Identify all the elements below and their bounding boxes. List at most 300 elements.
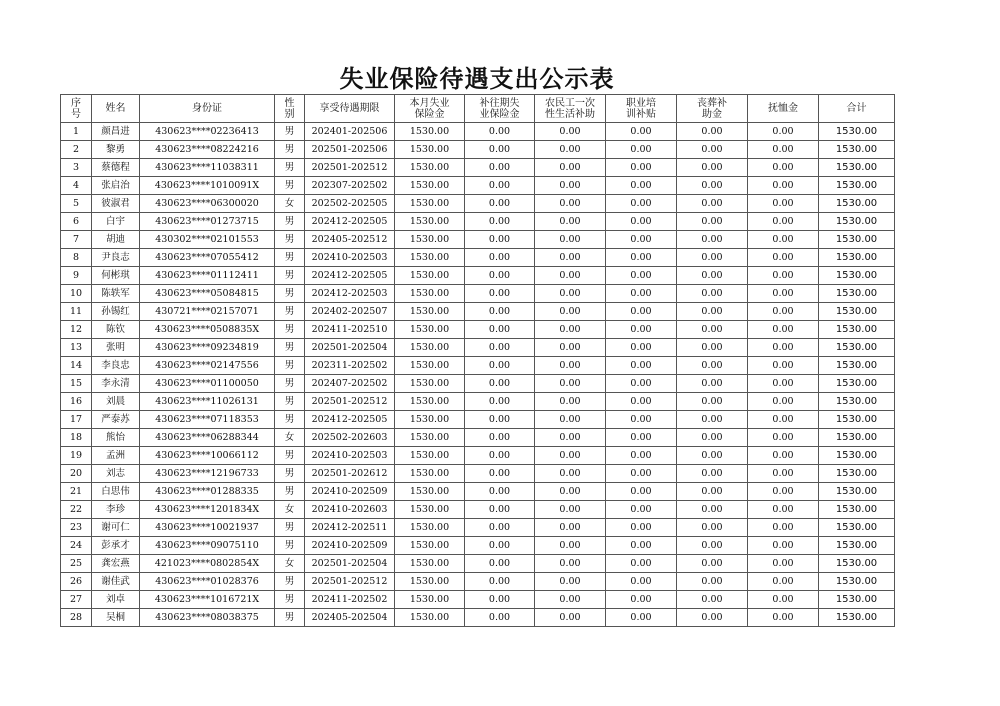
cell-funeral-subsidy: 0.00 bbox=[677, 483, 748, 501]
cell-pension: 0.00 bbox=[748, 375, 819, 393]
cell-migrant-subsidy: 0.00 bbox=[535, 177, 606, 195]
cell-pension: 0.00 bbox=[748, 249, 819, 267]
cell-seq: 22 bbox=[61, 501, 92, 519]
table-row bbox=[61, 591, 895, 609]
cell-migrant-subsidy: 0.00 bbox=[535, 591, 606, 609]
cell-benefit-period: 202410-202509 bbox=[305, 537, 395, 555]
cell-training-subsidy: 0.00 bbox=[606, 447, 677, 465]
cell-pension: 0.00 bbox=[748, 141, 819, 159]
table-row bbox=[61, 609, 895, 627]
cell-gender: 男 bbox=[275, 537, 305, 555]
header-benefit-period: 享受待遇期限 bbox=[305, 95, 395, 123]
cell-monthly-benefit: 1530.00 bbox=[395, 231, 465, 249]
table-row bbox=[61, 357, 895, 375]
cell-pension: 0.00 bbox=[748, 411, 819, 429]
cell-seq: 9 bbox=[61, 267, 92, 285]
cell-total: 1530.00 bbox=[819, 321, 895, 339]
cell-benefit-period: 202410-202603 bbox=[305, 501, 395, 519]
cell-back-pay: 0.00 bbox=[465, 303, 535, 321]
table-header-row bbox=[61, 95, 895, 123]
cell-gender: 女 bbox=[275, 195, 305, 213]
cell-funeral-subsidy: 0.00 bbox=[677, 609, 748, 627]
table-row bbox=[61, 447, 895, 465]
table-row bbox=[61, 159, 895, 177]
header-total: 合计 bbox=[819, 95, 895, 123]
cell-name: 颜昌进 bbox=[92, 123, 140, 141]
cell-pension: 0.00 bbox=[748, 195, 819, 213]
cell-migrant-subsidy: 0.00 bbox=[535, 483, 606, 501]
cell-total: 1530.00 bbox=[819, 483, 895, 501]
cell-monthly-benefit: 1530.00 bbox=[395, 195, 465, 213]
cell-funeral-subsidy: 0.00 bbox=[677, 447, 748, 465]
cell-gender: 男 bbox=[275, 591, 305, 609]
cell-gender: 男 bbox=[275, 249, 305, 267]
header-training-subsidy: 职业培 训补贴 bbox=[606, 95, 677, 123]
table-row bbox=[61, 537, 895, 555]
cell-training-subsidy: 0.00 bbox=[606, 123, 677, 141]
cell-migrant-subsidy: 0.00 bbox=[535, 123, 606, 141]
cell-total: 1530.00 bbox=[819, 195, 895, 213]
cell-name: 熊怡 bbox=[92, 429, 140, 447]
cell-back-pay: 0.00 bbox=[465, 483, 535, 501]
table-row bbox=[61, 123, 895, 141]
cell-monthly-benefit: 1530.00 bbox=[395, 123, 465, 141]
cell-back-pay: 0.00 bbox=[465, 231, 535, 249]
cell-benefit-period: 202411-202502 bbox=[305, 591, 395, 609]
cell-pension: 0.00 bbox=[748, 501, 819, 519]
cell-funeral-subsidy: 0.00 bbox=[677, 303, 748, 321]
cell-benefit-period: 202402-202507 bbox=[305, 303, 395, 321]
cell-gender: 男 bbox=[275, 465, 305, 483]
cell-monthly-benefit: 1530.00 bbox=[395, 159, 465, 177]
cell-gender: 男 bbox=[275, 519, 305, 537]
cell-monthly-benefit: 1530.00 bbox=[395, 177, 465, 195]
cell-seq: 5 bbox=[61, 195, 92, 213]
cell-benefit-period: 202412-202505 bbox=[305, 411, 395, 429]
cell-id-number: 430623****07118353 bbox=[140, 411, 275, 429]
cell-benefit-period: 202405-202504 bbox=[305, 609, 395, 627]
cell-funeral-subsidy: 0.00 bbox=[677, 213, 748, 231]
cell-benefit-period: 202501-202512 bbox=[305, 159, 395, 177]
cell-funeral-subsidy: 0.00 bbox=[677, 159, 748, 177]
header-monthly-benefit: 本月失业 保险金 bbox=[395, 95, 465, 123]
cell-migrant-subsidy: 0.00 bbox=[535, 537, 606, 555]
cell-benefit-period: 202407-202502 bbox=[305, 375, 395, 393]
cell-funeral-subsidy: 0.00 bbox=[677, 573, 748, 591]
cell-funeral-subsidy: 0.00 bbox=[677, 177, 748, 195]
cell-name: 刘晨 bbox=[92, 393, 140, 411]
cell-benefit-period: 202412-202511 bbox=[305, 519, 395, 537]
cell-training-subsidy: 0.00 bbox=[606, 483, 677, 501]
cell-back-pay: 0.00 bbox=[465, 195, 535, 213]
cell-back-pay: 0.00 bbox=[465, 357, 535, 375]
cell-name: 白思伟 bbox=[92, 483, 140, 501]
cell-benefit-period: 202501-202506 bbox=[305, 141, 395, 159]
cell-pension: 0.00 bbox=[748, 429, 819, 447]
cell-gender: 男 bbox=[275, 357, 305, 375]
cell-seq: 17 bbox=[61, 411, 92, 429]
table-row bbox=[61, 213, 895, 231]
cell-gender: 男 bbox=[275, 159, 305, 177]
cell-training-subsidy: 0.00 bbox=[606, 519, 677, 537]
table-body bbox=[61, 123, 895, 627]
cell-back-pay: 0.00 bbox=[465, 591, 535, 609]
cell-benefit-period: 202502-202505 bbox=[305, 195, 395, 213]
cell-id-number: 430623****02236413 bbox=[140, 123, 275, 141]
table-row bbox=[61, 483, 895, 501]
cell-benefit-period: 202501-202512 bbox=[305, 573, 395, 591]
cell-pension: 0.00 bbox=[748, 483, 819, 501]
cell-training-subsidy: 0.00 bbox=[606, 249, 677, 267]
table-row bbox=[61, 375, 895, 393]
cell-funeral-subsidy: 0.00 bbox=[677, 267, 748, 285]
cell-back-pay: 0.00 bbox=[465, 501, 535, 519]
cell-gender: 男 bbox=[275, 141, 305, 159]
cell-pension: 0.00 bbox=[748, 465, 819, 483]
cell-monthly-benefit: 1530.00 bbox=[395, 141, 465, 159]
cell-seq: 2 bbox=[61, 141, 92, 159]
cell-monthly-benefit: 1530.00 bbox=[395, 447, 465, 465]
cell-total: 1530.00 bbox=[819, 573, 895, 591]
cell-migrant-subsidy: 0.00 bbox=[535, 357, 606, 375]
cell-migrant-subsidy: 0.00 bbox=[535, 231, 606, 249]
table-row bbox=[61, 555, 895, 573]
cell-id-number: 430623****11026131 bbox=[140, 393, 275, 411]
cell-seq: 21 bbox=[61, 483, 92, 501]
cell-total: 1530.00 bbox=[819, 141, 895, 159]
cell-back-pay: 0.00 bbox=[465, 447, 535, 465]
cell-funeral-subsidy: 0.00 bbox=[677, 591, 748, 609]
cell-back-pay: 0.00 bbox=[465, 537, 535, 555]
cell-funeral-subsidy: 0.00 bbox=[677, 501, 748, 519]
cell-training-subsidy: 0.00 bbox=[606, 303, 677, 321]
cell-benefit-period: 202501-202504 bbox=[305, 555, 395, 573]
cell-gender: 男 bbox=[275, 123, 305, 141]
table-row bbox=[61, 303, 895, 321]
cell-total: 1530.00 bbox=[819, 231, 895, 249]
public-notice-sheet bbox=[60, 64, 894, 627]
cell-training-subsidy: 0.00 bbox=[606, 609, 677, 627]
cell-pension: 0.00 bbox=[748, 591, 819, 609]
cell-name: 陈轶军 bbox=[92, 285, 140, 303]
cell-funeral-subsidy: 0.00 bbox=[677, 231, 748, 249]
cell-funeral-subsidy: 0.00 bbox=[677, 195, 748, 213]
cell-migrant-subsidy: 0.00 bbox=[535, 285, 606, 303]
cell-monthly-benefit: 1530.00 bbox=[395, 501, 465, 519]
cell-total: 1530.00 bbox=[819, 609, 895, 627]
cell-seq: 4 bbox=[61, 177, 92, 195]
cell-funeral-subsidy: 0.00 bbox=[677, 285, 748, 303]
cell-pension: 0.00 bbox=[748, 231, 819, 249]
cell-training-subsidy: 0.00 bbox=[606, 321, 677, 339]
header-back-pay: 补往期失 业保险金 bbox=[465, 95, 535, 123]
cell-monthly-benefit: 1530.00 bbox=[395, 483, 465, 501]
cell-training-subsidy: 0.00 bbox=[606, 195, 677, 213]
cell-total: 1530.00 bbox=[819, 375, 895, 393]
cell-seq: 28 bbox=[61, 609, 92, 627]
cell-benefit-period: 202311-202502 bbox=[305, 357, 395, 375]
cell-id-number: 421023****0802854X bbox=[140, 555, 275, 573]
table-row bbox=[61, 429, 895, 447]
cell-gender: 男 bbox=[275, 267, 305, 285]
cell-gender: 男 bbox=[275, 177, 305, 195]
cell-back-pay: 0.00 bbox=[465, 519, 535, 537]
cell-seq: 16 bbox=[61, 393, 92, 411]
cell-migrant-subsidy: 0.00 bbox=[535, 411, 606, 429]
cell-training-subsidy: 0.00 bbox=[606, 591, 677, 609]
cell-id-number: 430721****02157071 bbox=[140, 303, 275, 321]
cell-benefit-period: 202410-202503 bbox=[305, 249, 395, 267]
cell-migrant-subsidy: 0.00 bbox=[535, 429, 606, 447]
cell-seq: 3 bbox=[61, 159, 92, 177]
cell-pension: 0.00 bbox=[748, 393, 819, 411]
cell-monthly-benefit: 1530.00 bbox=[395, 285, 465, 303]
cell-training-subsidy: 0.00 bbox=[606, 357, 677, 375]
cell-total: 1530.00 bbox=[819, 429, 895, 447]
cell-back-pay: 0.00 bbox=[465, 573, 535, 591]
cell-id-number: 430623****01028376 bbox=[140, 573, 275, 591]
cell-monthly-benefit: 1530.00 bbox=[395, 429, 465, 447]
table-row bbox=[61, 285, 895, 303]
cell-total: 1530.00 bbox=[819, 393, 895, 411]
header-id-number: 身份证 bbox=[140, 95, 275, 123]
cell-back-pay: 0.00 bbox=[465, 411, 535, 429]
table-row bbox=[61, 141, 895, 159]
cell-migrant-subsidy: 0.00 bbox=[535, 393, 606, 411]
header-pension: 抚恤金 bbox=[748, 95, 819, 123]
cell-back-pay: 0.00 bbox=[465, 159, 535, 177]
cell-training-subsidy: 0.00 bbox=[606, 285, 677, 303]
cell-back-pay: 0.00 bbox=[465, 123, 535, 141]
cell-pension: 0.00 bbox=[748, 519, 819, 537]
cell-pension: 0.00 bbox=[748, 339, 819, 357]
cell-monthly-benefit: 1530.00 bbox=[395, 267, 465, 285]
cell-funeral-subsidy: 0.00 bbox=[677, 321, 748, 339]
cell-migrant-subsidy: 0.00 bbox=[535, 375, 606, 393]
cell-funeral-subsidy: 0.00 bbox=[677, 393, 748, 411]
cell-id-number: 430302****02101553 bbox=[140, 231, 275, 249]
cell-monthly-benefit: 1530.00 bbox=[395, 555, 465, 573]
cell-name: 龚宏燕 bbox=[92, 555, 140, 573]
table-row bbox=[61, 465, 895, 483]
cell-funeral-subsidy: 0.00 bbox=[677, 249, 748, 267]
table-row bbox=[61, 231, 895, 249]
cell-pension: 0.00 bbox=[748, 537, 819, 555]
cell-id-number: 430623****1201834X bbox=[140, 501, 275, 519]
cell-monthly-benefit: 1530.00 bbox=[395, 411, 465, 429]
cell-monthly-benefit: 1530.00 bbox=[395, 213, 465, 231]
cell-total: 1530.00 bbox=[819, 465, 895, 483]
cell-name: 吴桐 bbox=[92, 609, 140, 627]
table-row bbox=[61, 249, 895, 267]
cell-back-pay: 0.00 bbox=[465, 375, 535, 393]
table-row bbox=[61, 195, 895, 213]
cell-back-pay: 0.00 bbox=[465, 177, 535, 195]
cell-training-subsidy: 0.00 bbox=[606, 141, 677, 159]
cell-total: 1530.00 bbox=[819, 537, 895, 555]
cell-monthly-benefit: 1530.00 bbox=[395, 573, 465, 591]
cell-monthly-benefit: 1530.00 bbox=[395, 519, 465, 537]
cell-gender: 男 bbox=[275, 483, 305, 501]
cell-funeral-subsidy: 0.00 bbox=[677, 519, 748, 537]
cell-benefit-period: 202501-202512 bbox=[305, 393, 395, 411]
cell-migrant-subsidy: 0.00 bbox=[535, 303, 606, 321]
cell-pension: 0.00 bbox=[748, 213, 819, 231]
cell-seq: 6 bbox=[61, 213, 92, 231]
cell-benefit-period: 202411-202510 bbox=[305, 321, 395, 339]
cell-id-number: 430623****1010091X bbox=[140, 177, 275, 195]
cell-gender: 女 bbox=[275, 555, 305, 573]
cell-name: 李良忠 bbox=[92, 357, 140, 375]
cell-name: 李珍 bbox=[92, 501, 140, 519]
table-row bbox=[61, 177, 895, 195]
cell-back-pay: 0.00 bbox=[465, 393, 535, 411]
table-row bbox=[61, 519, 895, 537]
cell-total: 1530.00 bbox=[819, 249, 895, 267]
cell-training-subsidy: 0.00 bbox=[606, 501, 677, 519]
cell-migrant-subsidy: 0.00 bbox=[535, 555, 606, 573]
cell-seq: 23 bbox=[61, 519, 92, 537]
cell-id-number: 430623****06288344 bbox=[140, 429, 275, 447]
cell-benefit-period: 202502-202603 bbox=[305, 429, 395, 447]
cell-id-number: 430623****05084815 bbox=[140, 285, 275, 303]
header-gender: 性 别 bbox=[275, 95, 305, 123]
cell-migrant-subsidy: 0.00 bbox=[535, 465, 606, 483]
cell-training-subsidy: 0.00 bbox=[606, 573, 677, 591]
cell-id-number: 430623****01100050 bbox=[140, 375, 275, 393]
cell-name: 蔡德程 bbox=[92, 159, 140, 177]
table-row bbox=[61, 573, 895, 591]
cell-id-number: 430623****11038311 bbox=[140, 159, 275, 177]
cell-id-number: 430623****01112411 bbox=[140, 267, 275, 285]
cell-name: 彼淑君 bbox=[92, 195, 140, 213]
cell-total: 1530.00 bbox=[819, 213, 895, 231]
cell-training-subsidy: 0.00 bbox=[606, 429, 677, 447]
cell-monthly-benefit: 1530.00 bbox=[395, 609, 465, 627]
cell-benefit-period: 202412-202505 bbox=[305, 213, 395, 231]
cell-pension: 0.00 bbox=[748, 609, 819, 627]
cell-total: 1530.00 bbox=[819, 519, 895, 537]
cell-pension: 0.00 bbox=[748, 555, 819, 573]
cell-id-number: 430623****10021937 bbox=[140, 519, 275, 537]
cell-training-subsidy: 0.00 bbox=[606, 339, 677, 357]
cell-back-pay: 0.00 bbox=[465, 465, 535, 483]
table-row bbox=[61, 501, 895, 519]
cell-migrant-subsidy: 0.00 bbox=[535, 141, 606, 159]
cell-seq: 13 bbox=[61, 339, 92, 357]
cell-training-subsidy: 0.00 bbox=[606, 375, 677, 393]
cell-training-subsidy: 0.00 bbox=[606, 177, 677, 195]
cell-seq: 10 bbox=[61, 285, 92, 303]
cell-name: 何彬琪 bbox=[92, 267, 140, 285]
cell-migrant-subsidy: 0.00 bbox=[535, 267, 606, 285]
cell-benefit-period: 202501-202504 bbox=[305, 339, 395, 357]
cell-name: 彭承才 bbox=[92, 537, 140, 555]
cell-back-pay: 0.00 bbox=[465, 285, 535, 303]
cell-name: 孙锡红 bbox=[92, 303, 140, 321]
cell-back-pay: 0.00 bbox=[465, 321, 535, 339]
cell-seq: 27 bbox=[61, 591, 92, 609]
cell-total: 1530.00 bbox=[819, 159, 895, 177]
cell-benefit-period: 202412-202505 bbox=[305, 267, 395, 285]
cell-migrant-subsidy: 0.00 bbox=[535, 321, 606, 339]
cell-total: 1530.00 bbox=[819, 177, 895, 195]
cell-funeral-subsidy: 0.00 bbox=[677, 411, 748, 429]
cell-benefit-period: 202307-202502 bbox=[305, 177, 395, 195]
cell-back-pay: 0.00 bbox=[465, 429, 535, 447]
cell-migrant-subsidy: 0.00 bbox=[535, 447, 606, 465]
cell-total: 1530.00 bbox=[819, 303, 895, 321]
cell-gender: 男 bbox=[275, 573, 305, 591]
cell-funeral-subsidy: 0.00 bbox=[677, 375, 748, 393]
cell-name: 谢可仁 bbox=[92, 519, 140, 537]
cell-benefit-period: 202410-202503 bbox=[305, 447, 395, 465]
cell-id-number: 430623****12196733 bbox=[140, 465, 275, 483]
cell-monthly-benefit: 1530.00 bbox=[395, 591, 465, 609]
cell-funeral-subsidy: 0.00 bbox=[677, 429, 748, 447]
cell-training-subsidy: 0.00 bbox=[606, 393, 677, 411]
cell-migrant-subsidy: 0.00 bbox=[535, 339, 606, 357]
cell-seq: 14 bbox=[61, 357, 92, 375]
cell-pension: 0.00 bbox=[748, 123, 819, 141]
cell-pension: 0.00 bbox=[748, 573, 819, 591]
table-row bbox=[61, 339, 895, 357]
cell-gender: 男 bbox=[275, 303, 305, 321]
cell-id-number: 430623****08038375 bbox=[140, 609, 275, 627]
cell-migrant-subsidy: 0.00 bbox=[535, 609, 606, 627]
cell-seq: 19 bbox=[61, 447, 92, 465]
cell-monthly-benefit: 1530.00 bbox=[395, 321, 465, 339]
cell-pension: 0.00 bbox=[748, 357, 819, 375]
cell-gender: 男 bbox=[275, 393, 305, 411]
cell-monthly-benefit: 1530.00 bbox=[395, 393, 465, 411]
cell-id-number: 430623****01288335 bbox=[140, 483, 275, 501]
cell-id-number: 430623****08224216 bbox=[140, 141, 275, 159]
cell-pension: 0.00 bbox=[748, 177, 819, 195]
cell-id-number: 430623****09234819 bbox=[140, 339, 275, 357]
cell-total: 1530.00 bbox=[819, 411, 895, 429]
cell-back-pay: 0.00 bbox=[465, 555, 535, 573]
cell-id-number: 430623****07055412 bbox=[140, 249, 275, 267]
cell-name: 白宇 bbox=[92, 213, 140, 231]
cell-total: 1530.00 bbox=[819, 591, 895, 609]
cell-training-subsidy: 0.00 bbox=[606, 465, 677, 483]
page-title: 失业保险待遇支出公示表 bbox=[339, 65, 615, 93]
cell-total: 1530.00 bbox=[819, 555, 895, 573]
cell-monthly-benefit: 1530.00 bbox=[395, 375, 465, 393]
cell-name: 李永清 bbox=[92, 375, 140, 393]
cell-name: 严泰苏 bbox=[92, 411, 140, 429]
cell-monthly-benefit: 1530.00 bbox=[395, 303, 465, 321]
cell-name: 尹良志 bbox=[92, 249, 140, 267]
cell-pension: 0.00 bbox=[748, 159, 819, 177]
cell-name: 胡迪 bbox=[92, 231, 140, 249]
cell-total: 1530.00 bbox=[819, 267, 895, 285]
cell-benefit-period: 202410-202509 bbox=[305, 483, 395, 501]
cell-migrant-subsidy: 0.00 bbox=[535, 213, 606, 231]
cell-seq: 1 bbox=[61, 123, 92, 141]
cell-gender: 男 bbox=[275, 231, 305, 249]
cell-back-pay: 0.00 bbox=[465, 267, 535, 285]
cell-gender: 男 bbox=[275, 321, 305, 339]
cell-seq: 24 bbox=[61, 537, 92, 555]
cell-training-subsidy: 0.00 bbox=[606, 159, 677, 177]
cell-total: 1530.00 bbox=[819, 501, 895, 519]
cell-total: 1530.00 bbox=[819, 339, 895, 357]
cell-pension: 0.00 bbox=[748, 267, 819, 285]
cell-total: 1530.00 bbox=[819, 123, 895, 141]
cell-seq: 15 bbox=[61, 375, 92, 393]
